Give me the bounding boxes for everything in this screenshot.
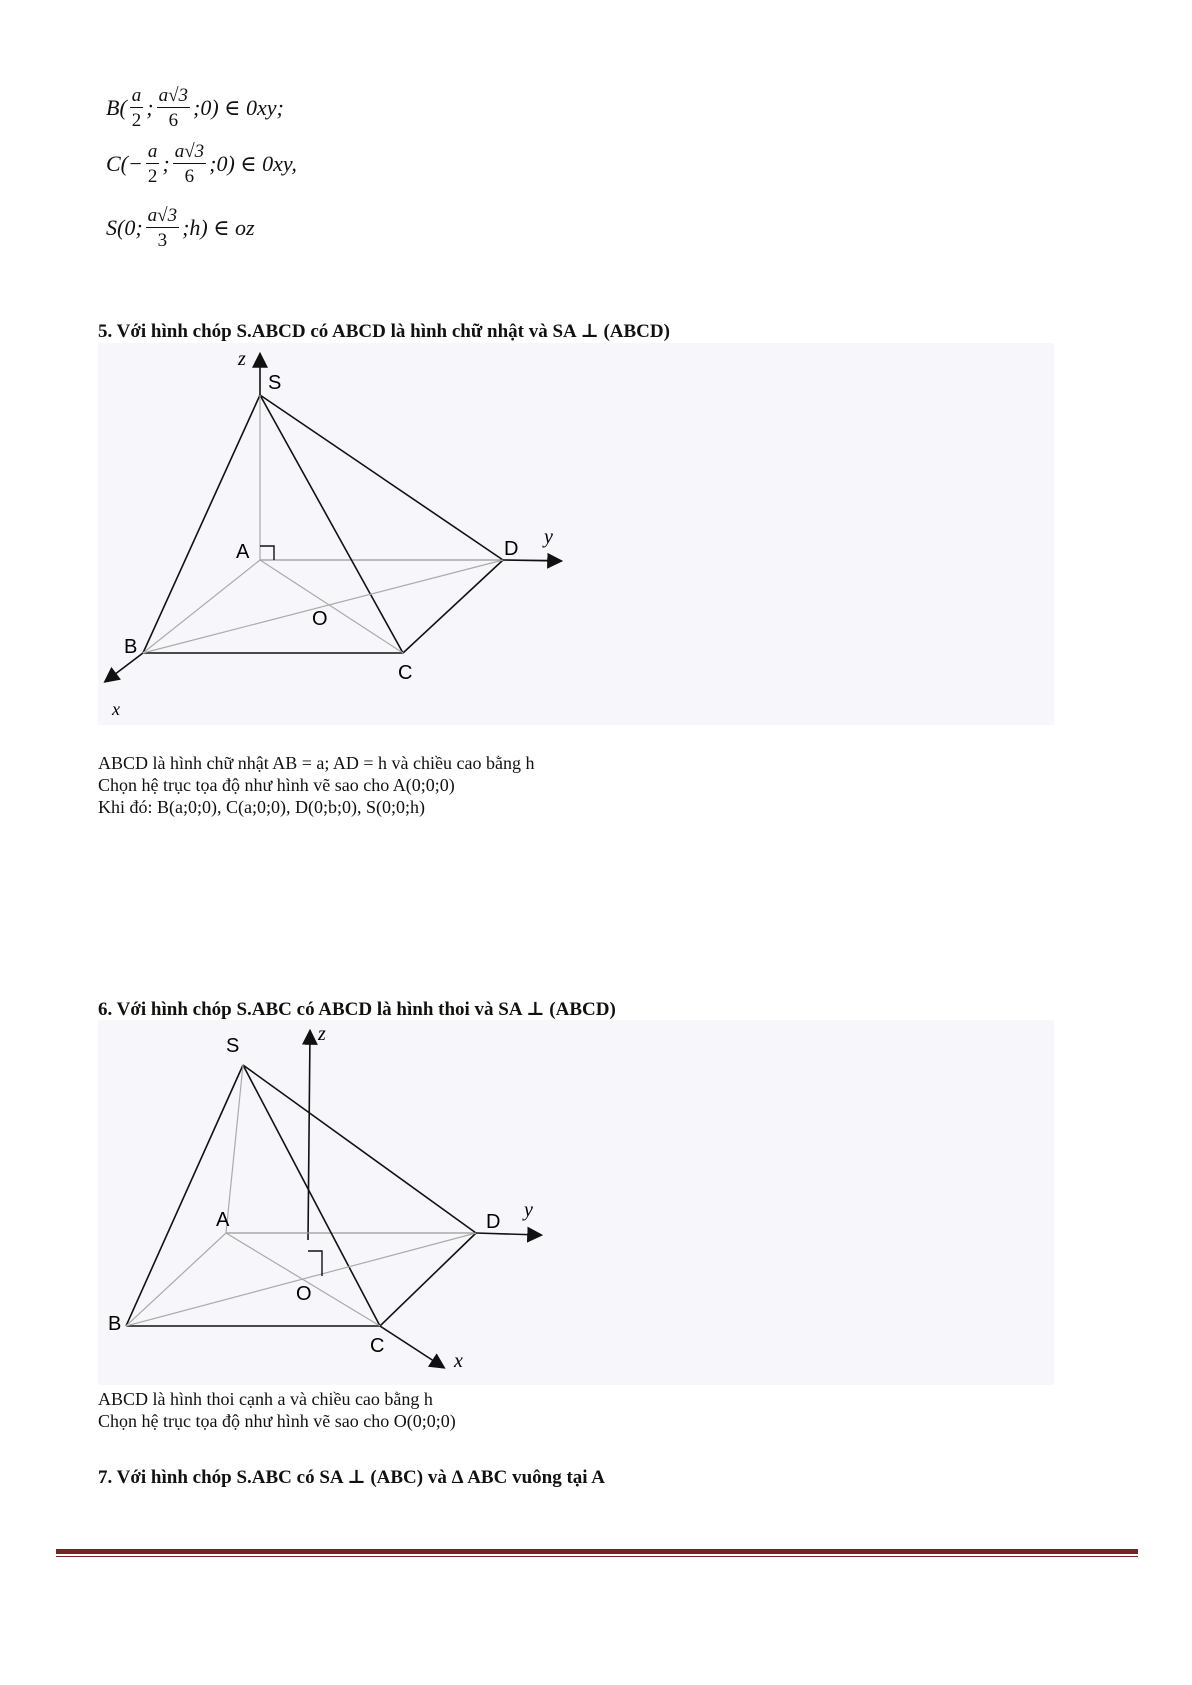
point-o-label: O xyxy=(296,1283,312,1305)
point-a-label: A xyxy=(216,1209,230,1231)
section5-text xyxy=(98,752,534,818)
section5-line-1: ABCD là hình chữ nhật AB = a; AD = h và chiều cao bằng h xyxy=(98,753,535,773)
section6-text xyxy=(98,1388,456,1432)
point-d-label: D xyxy=(504,538,519,560)
section6-heading: 6. Với hình chóp S.ABC có ABCD là hình thoi và SA ⊥ (ABCD) xyxy=(98,999,616,1020)
formula-s: S(0; $\frac{a√3}{3}$ ;h) ∈ oz xyxy=(106,205,255,251)
formula-c: C(− $\frac{a}{2}$ ; $\frac{a√3}{6}$ ;0) ∈ 0xy, xyxy=(106,141,297,187)
figure-rhombus-pyramid xyxy=(98,1020,1054,1385)
axis-z-label: z xyxy=(238,348,246,370)
section5-line-3: Khi đó: B(a;0;0), C(a;0;0), D(0;b;0), S(0;0;h) xyxy=(98,797,425,817)
section5-heading: 5. Với hình chóp S.ABCD có ABCD là hình chữ nhật và SA ⊥ (ABCD) xyxy=(98,321,670,342)
section6-line-2: Chọn hệ trục tọa độ như hình vẽ sao cho O(0;0;0) xyxy=(98,1411,456,1431)
point-o-label: O xyxy=(312,608,328,630)
axis-y-label: y xyxy=(544,526,553,548)
footer-rule-thin xyxy=(56,1556,1138,1557)
point-c-label: C xyxy=(398,662,413,684)
figure-rectangle-pyramid xyxy=(98,343,1054,725)
point-b-label: B xyxy=(108,1313,122,1335)
axis-x-label: x xyxy=(454,1350,463,1372)
axis-y-label: y xyxy=(524,1199,533,1221)
point-a-label: A xyxy=(236,541,250,563)
footer-rule xyxy=(56,1549,1138,1554)
axis-z-label: z xyxy=(318,1023,326,1045)
point-s-label: S xyxy=(226,1035,240,1057)
point-s-label: S xyxy=(268,372,282,394)
axis-x-label: x xyxy=(112,699,120,719)
point-d-label: D xyxy=(486,1211,501,1233)
section6-line-1: ABCD là hình thoi cạnh a và chiều cao bằng h xyxy=(98,1389,433,1409)
formula-b: B( $\frac{a}{2}$ ; $\frac{a√3}{6}$ ;0) ∈ 0xy; xyxy=(106,85,284,131)
point-b-label: B xyxy=(124,636,138,658)
section7-heading: 7. Với hình chóp S.ABC có SA ⊥ (ABC) và Δ ABC vuông tại A xyxy=(98,1467,605,1488)
section5-line-2: Chọn hệ trục tọa độ như hình vẽ sao cho A(0;0;0) xyxy=(98,775,455,795)
point-c-label: C xyxy=(370,1335,385,1357)
